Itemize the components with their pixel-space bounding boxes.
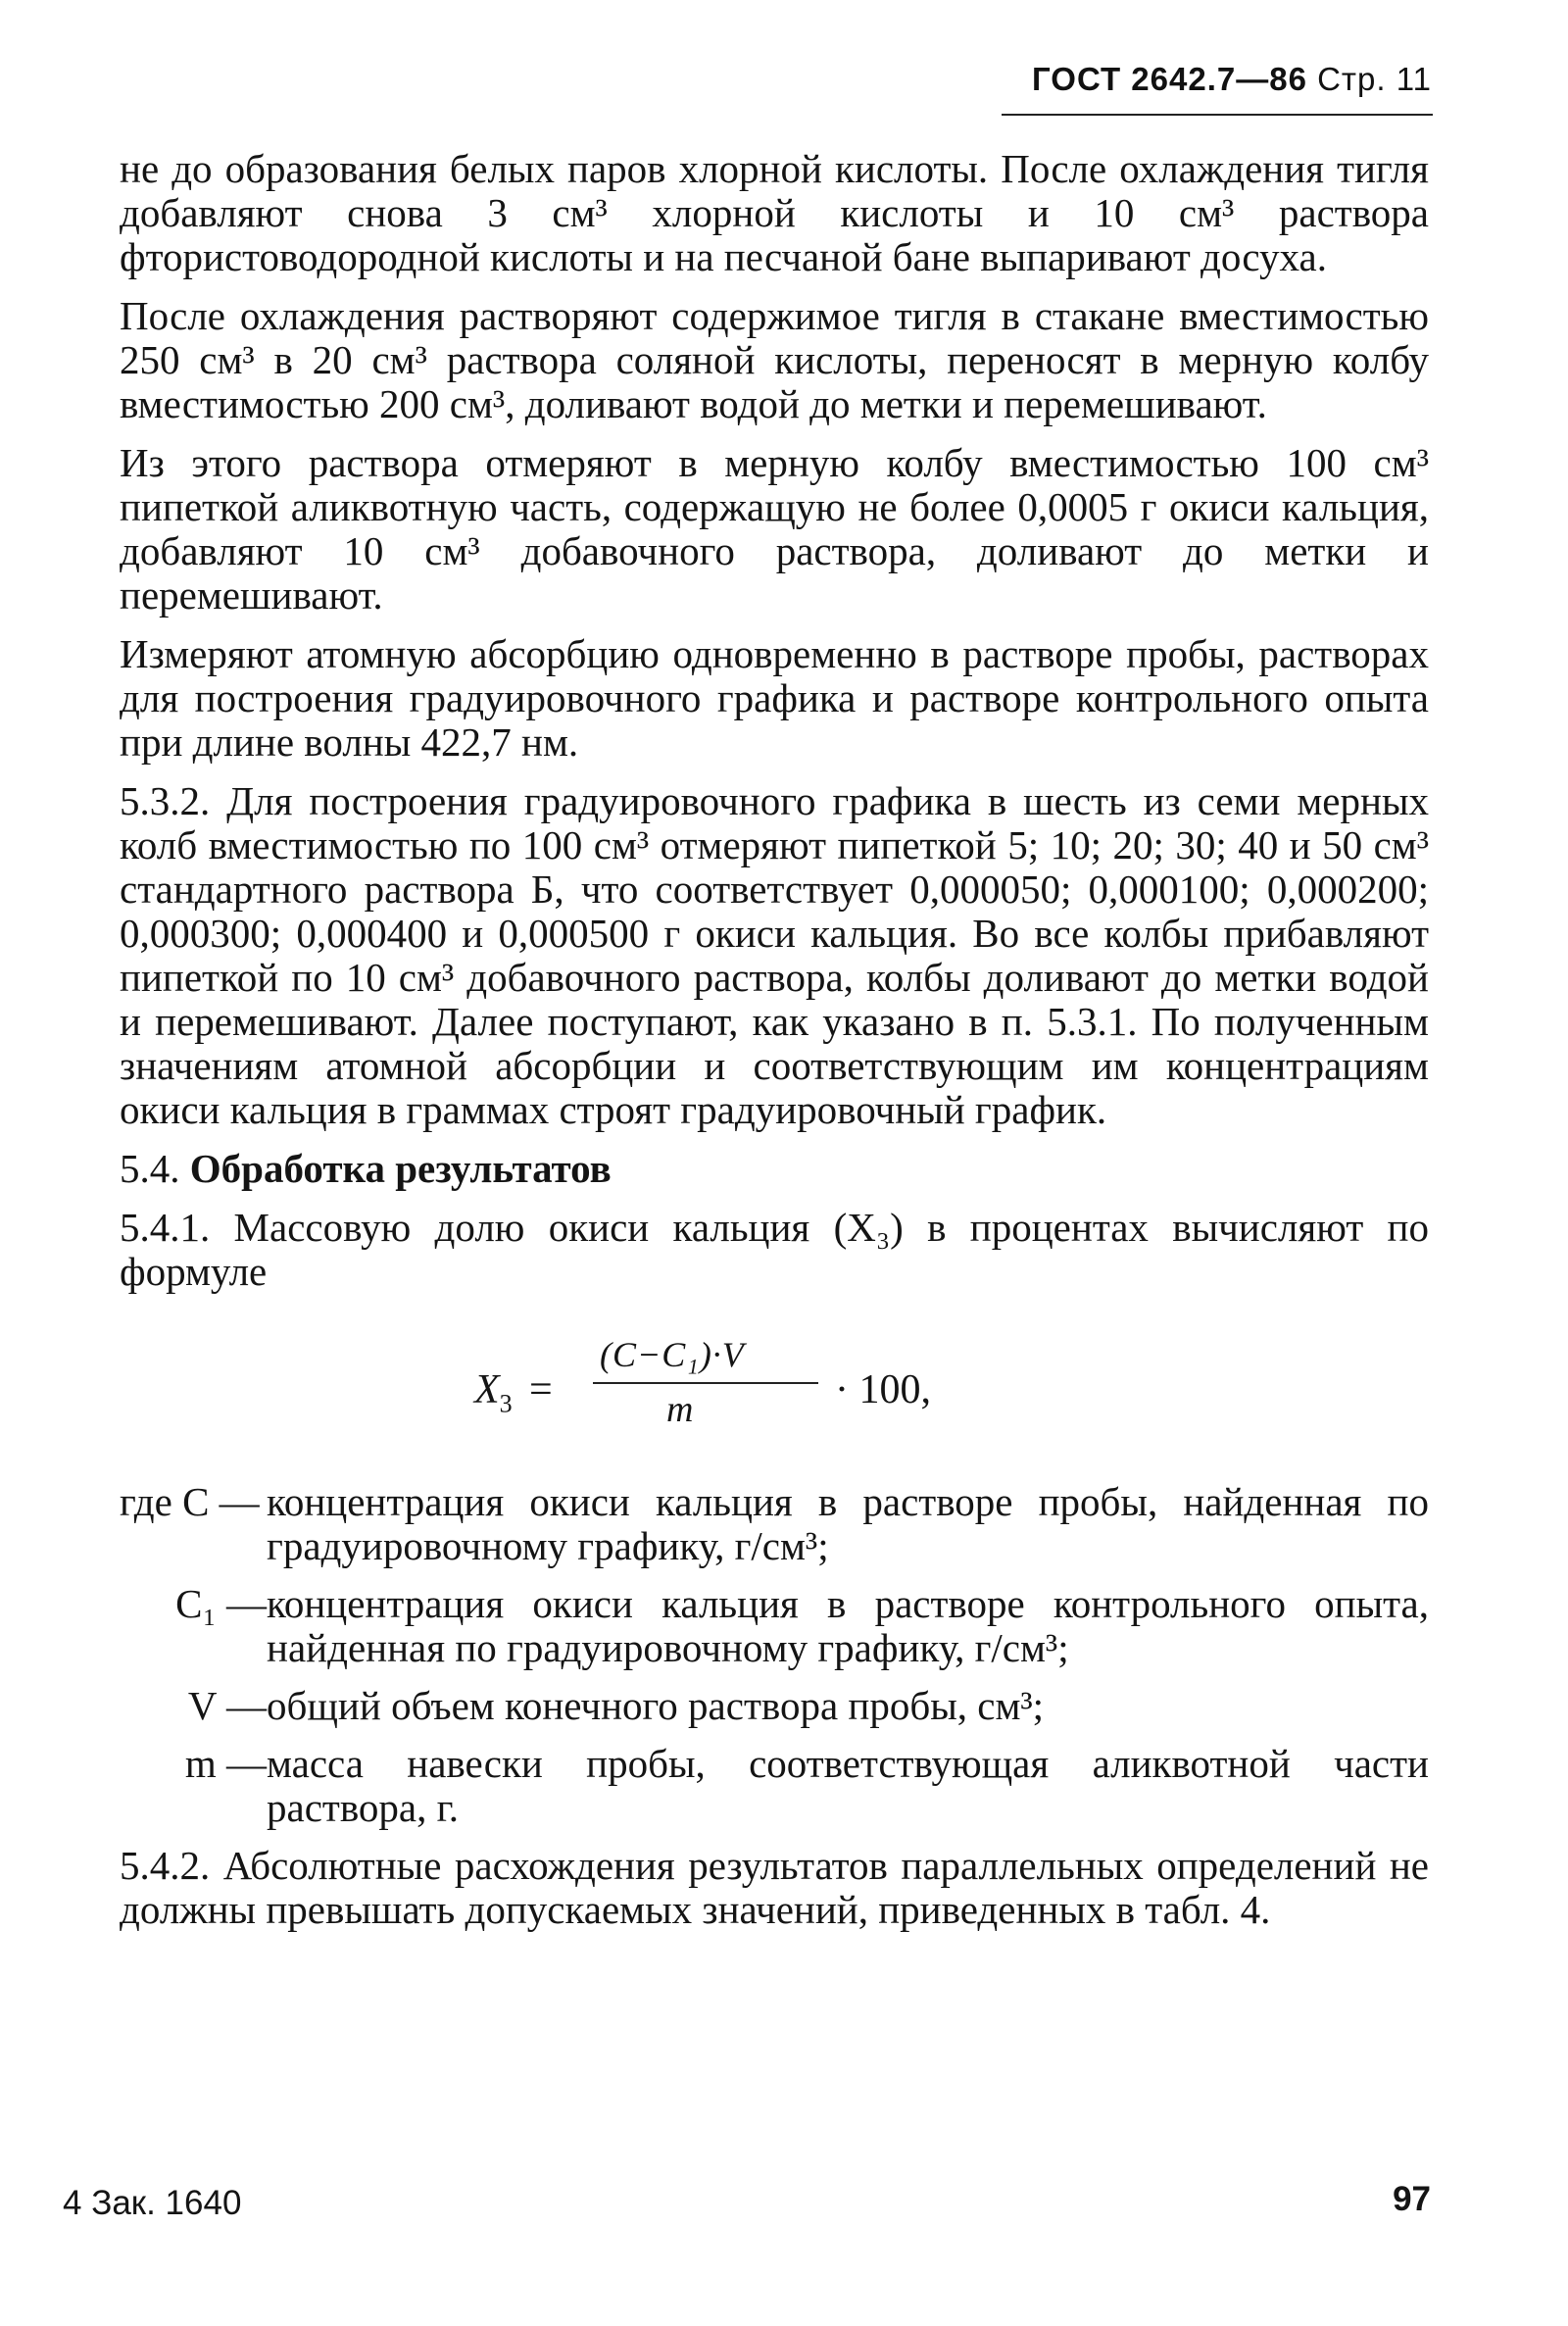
definition-item	[120, 1684, 1429, 1728]
section-number: 5.4.	[120, 1146, 180, 1191]
formula-equals: =	[529, 1367, 553, 1412]
definition-item	[120, 1742, 1429, 1830]
footer-order: 4 Зак. 1640	[63, 2184, 242, 2222]
paragraph-5-4-2: 5.4.2. Абсолютные расхождения результатов параллельных определений не должны превышать допускаемых значений, приведенных в табл. 4.	[120, 1843, 1429, 1932]
definition-term: где C —	[120, 1479, 260, 1524]
standard-code: ГОСТ 2642.7—86	[1032, 61, 1307, 97]
paragraph-5-4-1: 5.4.1. Массовую долю окиси кальция (X₃) в процентах вычисляют по формуле	[120, 1205, 1429, 1294]
formula-denominator: m	[666, 1389, 694, 1430]
formula-lhs	[474, 1368, 513, 1425]
page-header	[1032, 61, 1432, 98]
definition-item	[120, 1582, 1429, 1670]
page-number: 97	[1393, 2180, 1431, 2218]
definition-text: концентрация окиси кальция в растворе пробы, найденная по градуировочному графику, г/см³;	[267, 1479, 1429, 1568]
paragraph-2: После охлаждения растворяют содержимое тигля в стакане вместимостью 250 см³ в 20 см³ раствора соляной кислоты, переносят в мерную колбу вместимостью 200 см³, доливают водой до метки и перемешивают.	[120, 293, 1429, 426]
formula-lhs-subscript: 3	[499, 1389, 513, 1418]
paragraph-1: не до образования белых паров хлорной кислоты. После охлаждения тигля добавляют снова 3 см³ хлорной кислоты и 10 см³ раствора фтористоводородной кислоты и на песчаной бане выпаривают досуха.	[120, 146, 1429, 279]
paragraph-3: Из этого раствора отмеряют в мерную колбу вместимостью 100 см³ пипеткой аликвотную часть, содержащую не более 0,0005 г окиси кальция, добавляют 10 см³ добавочного раствора, доливают до метки и перемешивают.	[120, 440, 1429, 618]
definition-text: масса навески пробы, соответствующая аликвотной части раствора, г.	[267, 1741, 1429, 1830]
formula-multiplier: · 100,	[835, 1367, 931, 1412]
paragraph-4: Измеряют атомную абсорбцию одновременно в растворе пробы, растворах для построения градуировочного графика и растворе контрольного опыта при длине волны 422,7 нм.	[120, 631, 1429, 765]
paragraph-5-3-2: 5.3.2. Для построения градуировочного графика в шесть из семи мерных колб вместимостью по 100 см³ отмеряют пипеткой 5; 10; 20; 30; 40 и 50 см³ стандартного раствора Б, что соответствует 0,000050; 0,000100; 0,000200; 0,000300; 0,000400 и 0,000500 г окиси кальция. Во все колбы прибавляют пипеткой по 10 см³ добавочного раствора, колбы доливают до метки водой и перемешивают. Далее поступают, как указано в п. 5.3.1. По полученным значениям атомной абсорбции и соответствующим им концентрациям окиси кальция в граммах строят градуировочный график.	[120, 778, 1429, 1132]
definition-term: C₁ —	[175, 1581, 267, 1626]
definition-text: общий объем конечного раствора пробы, см³;	[267, 1683, 1045, 1728]
formula-fraction-bar	[593, 1382, 818, 1384]
page-label: Стр. 11	[1317, 61, 1432, 97]
formula-lhs-symbol: X	[474, 1367, 500, 1412]
section-title: Обработка результатов	[189, 1146, 612, 1191]
definition-text: концентрация окиси кальция в растворе контрольного опыта, найденная по градуировочному графику, г/см³;	[267, 1581, 1429, 1670]
definition-item	[120, 1480, 1429, 1568]
formula-x3	[120, 1333, 1429, 1451]
definition-term: m —	[184, 1741, 267, 1786]
definition-term: V —	[187, 1683, 267, 1728]
section-heading	[120, 1147, 1429, 1191]
header-rule	[1002, 114, 1433, 116]
definitions-list	[120, 1480, 1429, 1830]
formula-numerator: (C−C₁)·V	[600, 1335, 745, 1374]
body-text	[120, 147, 1429, 1947]
